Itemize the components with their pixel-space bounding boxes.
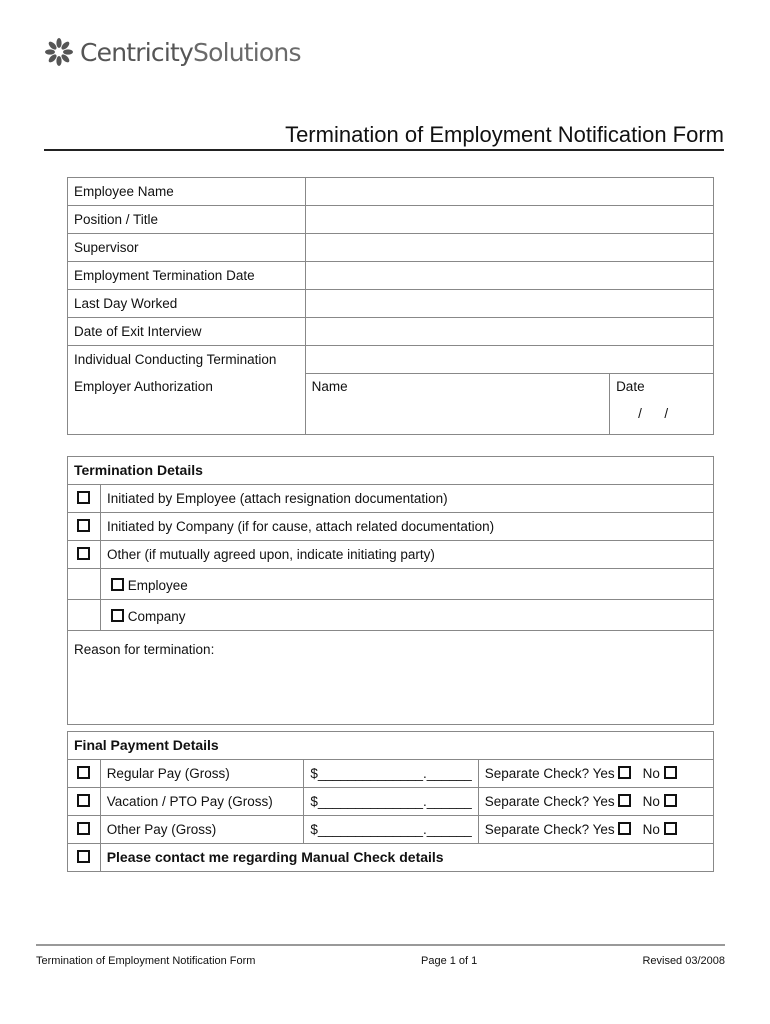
date-label: Date <box>616 379 645 394</box>
footer-revision: Revised 03/2008 <box>642 955 725 967</box>
payment-label: Regular Pay (Gross) <box>100 760 304 788</box>
no-label: No <box>642 822 660 837</box>
manual-check-label: Please contact me regarding Manual Check details <box>100 844 713 872</box>
field-label: Employee Name <box>68 178 306 206</box>
logo-text-dark: Solutions <box>193 37 301 67</box>
no-label: No <box>642 766 660 781</box>
final-payment-table <box>67 731 714 872</box>
footer-page-number: Page 1 of 1 <box>421 955 478 967</box>
option-label: Other (if mutually agreed upon, indicate initiating party) <box>100 541 713 569</box>
checkbox-cell <box>68 788 101 816</box>
payment-label: Other Pay (Gross) <box>100 816 304 844</box>
sub-option-employee <box>100 569 713 600</box>
table-row <box>68 290 714 318</box>
blank-cell <box>68 569 101 600</box>
date-slashes: / / <box>638 406 669 421</box>
position-title-field[interactable] <box>305 206 713 234</box>
reason-label: Reason for termination: <box>74 642 215 657</box>
sub-option-employee-checkbox[interactable] <box>111 578 124 591</box>
asterisk-flower-icon <box>44 37 74 67</box>
authorization-label: Employer Authorization <box>68 374 306 435</box>
no-label: No <box>642 794 660 809</box>
table-row <box>68 732 714 760</box>
table-row <box>68 206 714 234</box>
regular-pay-amount-field[interactable]: $______________.______ <box>304 760 478 788</box>
table-row <box>68 541 714 569</box>
checkbox-cell <box>68 541 101 569</box>
field-label: Employment Termination Date <box>68 262 306 290</box>
separate-check-cell <box>478 760 713 788</box>
separate-check-no-checkbox[interactable] <box>664 766 677 779</box>
field-label: Date of Exit Interview <box>68 318 306 346</box>
title-divider <box>44 149 724 151</box>
separate-check-label: Separate Check? Yes <box>484 794 615 809</box>
checkbox-cell <box>68 760 101 788</box>
checkbox-cell <box>68 816 101 844</box>
company-logo <box>44 34 301 70</box>
footer-divider <box>36 944 725 946</box>
blank-cell <box>68 600 101 631</box>
regular-pay-checkbox[interactable] <box>77 766 90 779</box>
separate-check-label: Separate Check? Yes <box>484 766 615 781</box>
table-row <box>68 844 714 872</box>
separate-check-yes-checkbox[interactable] <box>618 822 631 835</box>
separate-check-cell <box>478 788 713 816</box>
initiated-by-employee-checkbox[interactable] <box>77 491 90 504</box>
manual-check-checkbox[interactable] <box>77 850 90 863</box>
table-row <box>68 485 714 513</box>
sub-option-label: Employee <box>127 578 188 593</box>
table-row <box>68 513 714 541</box>
separate-check-cell <box>478 816 713 844</box>
logo-text <box>80 38 301 67</box>
field-label: Last Day Worked <box>68 290 306 318</box>
supervisor-field[interactable] <box>305 234 713 262</box>
separate-check-yes-checkbox[interactable] <box>618 794 631 807</box>
table-row <box>68 457 714 485</box>
separate-check-no-checkbox[interactable] <box>664 822 677 835</box>
exit-interview-date-field[interactable] <box>305 318 713 346</box>
sub-option-company <box>100 600 713 631</box>
authorization-row <box>68 374 714 435</box>
sub-option-label: Company <box>127 609 186 624</box>
name-label: Name <box>311 379 348 394</box>
vacation-pay-checkbox[interactable] <box>77 794 90 807</box>
last-day-worked-field[interactable] <box>305 290 713 318</box>
initiated-by-company-checkbox[interactable] <box>77 519 90 532</box>
form-title: Termination of Employment Notification Form <box>285 122 724 147</box>
logo-text-light: Centricity <box>80 37 193 67</box>
field-label: Individual Conducting Termination <box>68 346 306 374</box>
field-label: Supervisor <box>68 234 306 262</box>
authorization-name-field[interactable] <box>305 374 609 435</box>
termination-details-table <box>67 456 714 725</box>
authorization-date-field[interactable] <box>610 374 714 435</box>
table-row <box>68 346 714 374</box>
checkbox-cell <box>68 844 101 872</box>
option-label: Initiated by Employee (attach resignation documentation) <box>100 485 713 513</box>
payment-label: Vacation / PTO Pay (Gross) <box>100 788 304 816</box>
separate-check-label: Separate Check? Yes <box>484 822 615 837</box>
vacation-pay-amount-field[interactable]: $______________.______ <box>304 788 478 816</box>
checkbox-cell <box>68 485 101 513</box>
table-row <box>68 788 714 816</box>
footer-form-name: Termination of Employment Notification Form <box>36 955 256 967</box>
table-row <box>68 631 714 725</box>
separate-check-no-checkbox[interactable] <box>664 794 677 807</box>
employee-info-table <box>67 177 714 435</box>
separate-check-yes-checkbox[interactable] <box>618 766 631 779</box>
checkbox-cell <box>68 513 101 541</box>
final-payment-heading: Final Payment Details <box>68 732 714 760</box>
other-pay-checkbox[interactable] <box>77 822 90 835</box>
termination-date-field[interactable] <box>305 262 713 290</box>
conducting-termination-field[interactable] <box>305 346 713 374</box>
option-label: Initiated by Company (if for cause, attach related documentation) <box>100 513 713 541</box>
table-row <box>68 760 714 788</box>
employee-name-field[interactable] <box>305 178 713 206</box>
field-label: Position / Title <box>68 206 306 234</box>
table-row <box>68 178 714 206</box>
table-row <box>68 569 714 600</box>
termination-details-heading: Termination Details <box>68 457 714 485</box>
table-row <box>68 816 714 844</box>
sub-option-company-checkbox[interactable] <box>111 609 124 622</box>
reason-field[interactable] <box>68 631 714 725</box>
table-row <box>68 262 714 290</box>
table-row <box>68 234 714 262</box>
table-row <box>68 600 714 631</box>
other-mutual-checkbox[interactable] <box>77 547 90 560</box>
other-pay-amount-field[interactable]: $______________.______ <box>304 816 478 844</box>
table-row <box>68 318 714 346</box>
